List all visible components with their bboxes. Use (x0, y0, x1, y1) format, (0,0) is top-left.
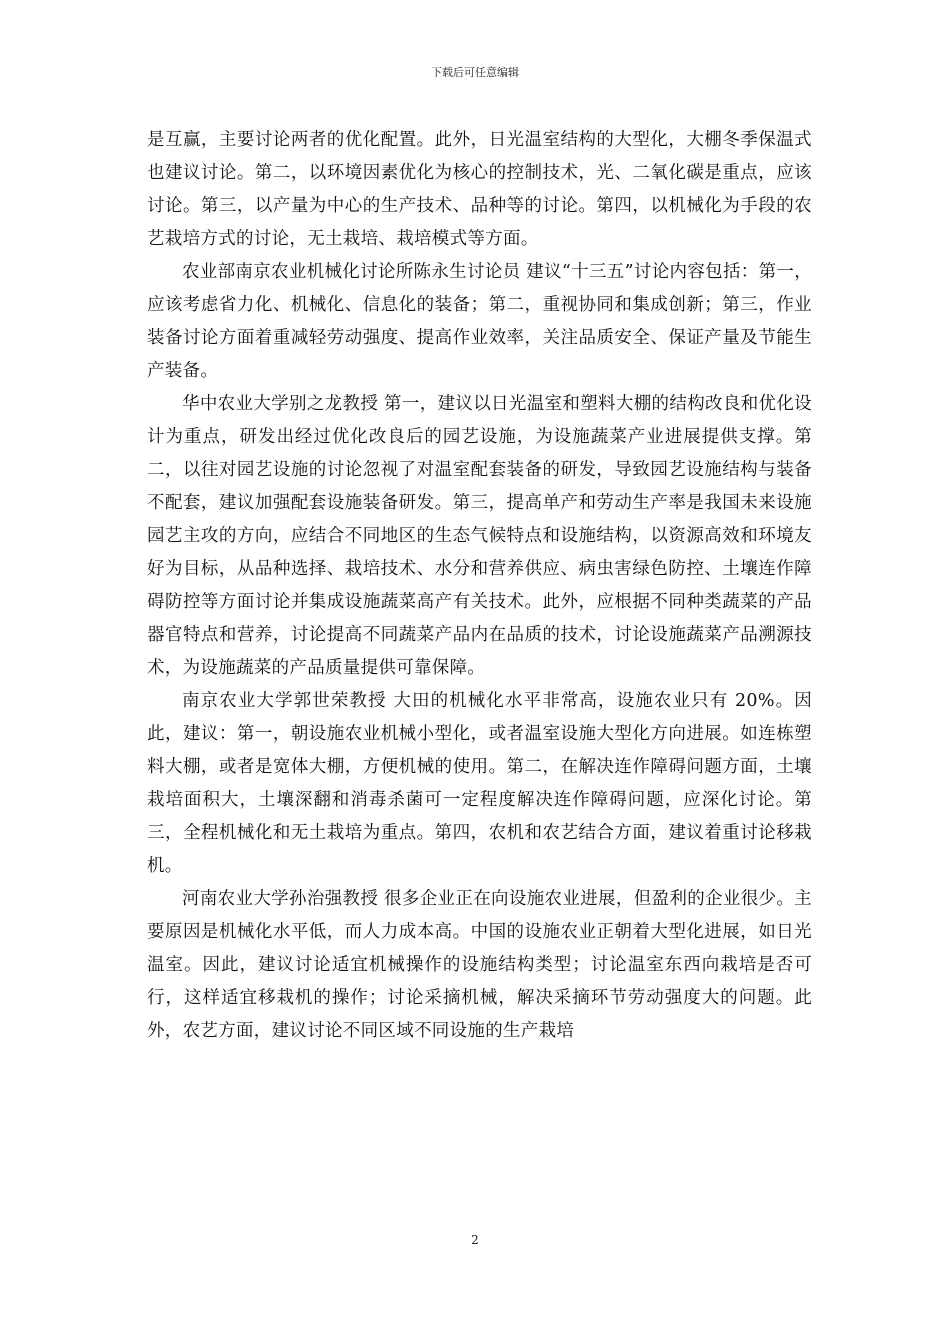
paragraph-bie-zhilong: 华中农业大学别之龙教授 第一，建议以日光温室和塑料大棚的结构改良和优化设计为重点，研发出经过优化改良后的园艺设施，为设施蔬菜产业进展提供支撑。第二，以往对园艺设施的讨论忽视了对温室配套装备的研发，导致园艺设施结构与装备不配套，建议加强配套设施装备研发。第三，提高单产和劳动生产率是我国未来设施园艺主攻的方向，应结合不同地区的生态气候特点和设施结构，以资源高效和环境友好为目标，从品种选择、栽培技术、水分和营养供应、病虫害绿色防控、土壤连作障碍防控等方面讨论并集成设施蔬菜高产有关技术。此外，应根据不同种类蔬菜的产品器官特点和营养，讨论提高不同蔬菜产品内在品质的技术，讨论设施蔬菜产品溯源技术，为设施蔬菜的产品质量提供可靠保障。 (147, 394, 812, 678)
paragraph-guo-shirong: 南京农业大学郭世荣教授 大田的机械化水平非常高，设施农业只有 20%。因此，建议：第一，朝设施农业机械小型化，或者温室设施大型化方向进展。如连栋塑料大棚，或者是宽体大棚，方便机械的使用。第二，在解决连作障碍问题方面，土壤栽培面积大，土壤深翻和消毒杀菌可一定程度解决连作障碍问题，应深化讨论。第三，全程机械化和无土栽培为重点。第四，农机和农艺结合方面，建议着重讨论移栽机。 (147, 691, 812, 876)
page-header: 下载后可任意编辑 (431, 66, 519, 79)
paragraph-chen-yongsheng: 农业部南京农业机械化讨论所陈永生讨论员 建议“十三五”讨论内容包括：第一，应该考虑省力化、机械化、信息化的装备；第二，重视协同和集成创新；第三，作业装备讨论方面着重减轻劳动强度、提高作业效率，关注品质安全、保证产量及节能生产装备。 (147, 262, 812, 381)
page-number: 2 (471, 1233, 479, 1247)
paragraph-continuation: 是互赢，主要讨论两者的优化配置。此外，日光温室结构的大型化，大棚冬季保温式也建议讨论。第二，以环境因素优化为核心的控制技术，光、二氧化碳是重点，应该讨论。第三，以产量为中心的生产技术、品种等的讨论。第四，以机械化为手段的农艺栽培方式的讨论，无土栽培、栽培模式等方面。 (147, 130, 812, 249)
document-body (147, 124, 812, 1048)
paragraph-sun-zhiqiang: 河南农业大学孙治强教授 很多企业正在向设施农业进展，但盈利的企业很少。主要原因是机械化水平低，而人力成本高。中国的设施农业正朝着大型化进展，如日光温室。因此，建议讨论适宜机械操作的设施结构类型；讨论温室东西向栽培是否可行，这样适宜移栽机的操作；讨论采摘机械，解决采摘环节劳动强度大的问题。此外，农艺方面，建议讨论不同区域不同设施的生产栽培 (147, 889, 812, 1041)
